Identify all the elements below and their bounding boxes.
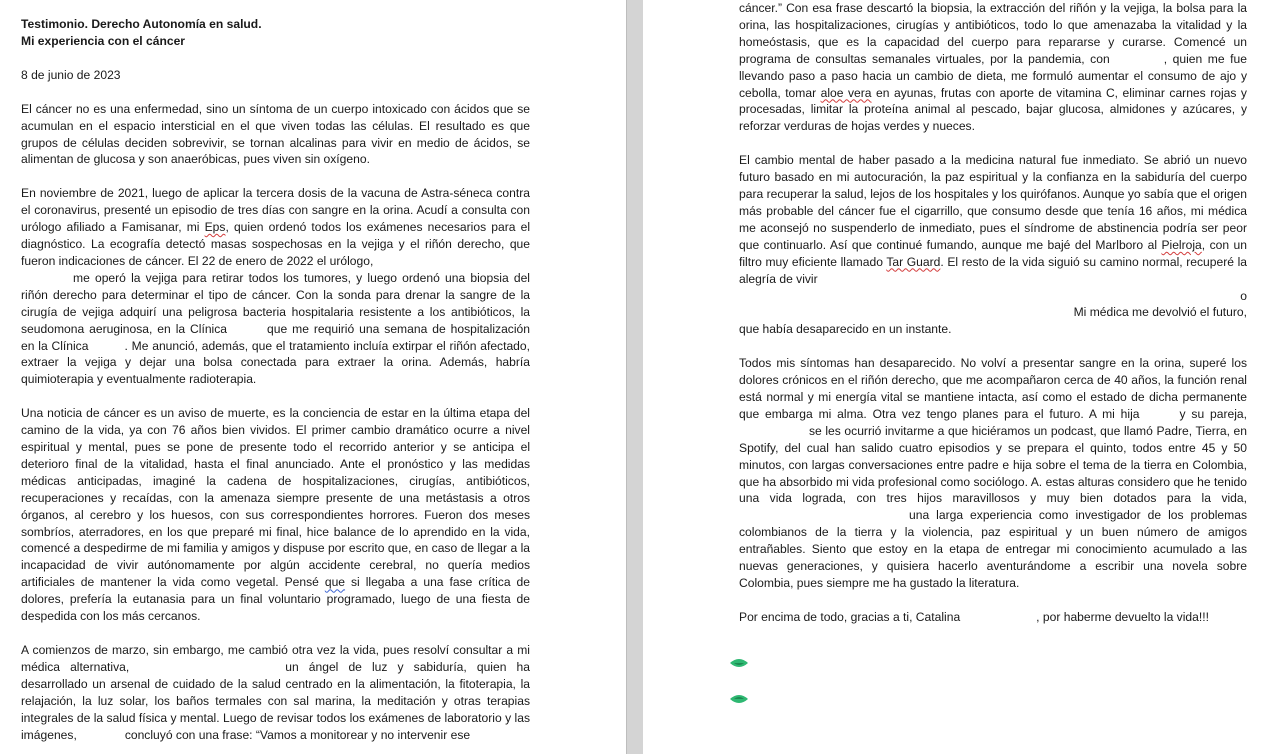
spelling-error-word[interactable]: aloe vera xyxy=(820,85,872,100)
navigation-marker-icon[interactable] xyxy=(729,657,749,673)
paragraph: En noviembre de 2021, luego de aplicar la tercera dosis de la vacuna de Astra-séneca contra el coronavirus, presenté un episodio de tres días con sangre en la orina. Acudí a consulta con urólogo afiliado a Famisanar, mi Eps, quien ordenó todos los exámenes necesarios para el diagnóstico. La ecografía detectó masas sospechosas en la vejiga y el riñón derecho, que fueron indicaciones de cáncer. El 22 de enero de 2022 el urólogo, me operó la vejiga para retirar todos los tumores, y luego ordenó una biopsia del riñón derecho para determinar el tipo de cáncer. Con la sonda para drenar la sangre de la cirugía de vejiga adquirí una peligrosa bacteria hospitalaria resistente a los antibióticos, la seudomona aeruginosa, en la Clínica que me requirió una semana de hospitalización en la Clínica . Me anunció, además, que el tratamiento incluía extirpar el riñón afectado, extraer la vejiga y dejar una bolsa conectada para extraer la orina. Además, habría quimioterapia y eventualmente radioterapia. xyxy=(21,186,531,387)
paragraph: El cáncer no es una enfermedad, sino un síntoma de un cuerpo intoxicado con ácidos que se acumulan en el espacio intersticial en el que viven todas las células. El resultado es que grupos de células deciden sobrevivir, se tornan alcalinas para vivir en medio de ácidos, se alimentan de glucosa y son anaeróbicas, pues viven sin oxígeno. xyxy=(21,101,530,167)
paragraph: El cambio mental de haber pasado a la medicina natural fue inmediato. Se abrió un nuevo futuro basado en mi autocuración, la paz espiritual y la confianza en la sabiduría del cuerpo para recuperar la salud, lejos de los hospitales y los quirófanos. Aunque yo sabía que el origen más probable del cáncer fue el cigarrillo, que consumo desde que tenía 16 años, mi médica me aconsejó no suspenderlo de inmediato, pues el síndrome de abstinencia podría ser peor que continuarlo. Así que continué fumando, aunque me bajé del Marlboro al Pielroja, con un filtro muy eficiente llamado Tar Guard. El resto de la vida siguió su camino normal, recuperé la alegría de vivir xyxy=(739,153,1247,286)
paragraph-continuation: o xyxy=(1240,288,1247,303)
paragraph: cáncer.” Con esa frase descartó la biopsia, la extracción del riñón y la vejiga, la bolsa para la orina, las hospitalizaciones, cirugías y antibióticos, todo lo que amenazaba la vitalidad y la homeóstasis, que es la capacidad del cuerpo para repararse y curarse. Comencé un programa de consultas semanales virtuales, por la pandemia, con , quien me fue llevando paso a paso hacia un cambio de dieta, me formuló aumentar el consumo de ajo y cebolla, tomar aloe vera en ayunas, frutas con aporte de vitamina C, eliminar carnes rojas y procesadas, limitar la proteína animal al pescado, bajar glucosa, almidones y azúcares, y reforzar verduras de hojas verdes y nueces. xyxy=(739,1,1247,134)
paragraph-continuation: Mi médica me devolvió el futuro, xyxy=(1073,305,1247,320)
paragraph: Todos mis síntomas han desaparecido. No volví a presentar sangre en la orina, superé los dolores crónicos en el riñón derecho, que me acompañaron cerca de 40 años, la función renal está normal y mi energía vital se mantiene intacta, así como el estado de dicha permanente que embarga mi alma. Otra vez tengo planes para el futuro. A mi hija y su pareja,se les ocurrió invitarme a que hiciéramos un podcast, que llamó Padre, Tierra, en Spotify, del cual han salido cuatro episodios y se prepara el quinto, todos entre 45 y 50 minutos, con largas conversaciones entre padre e hija sobre el tema de la tierra en Colombia, que ha absorbido mi vida profesional como sociólogo. A. estas alturas considero que he tenido una vida lograda, con tres hijos maravillosos y muy bien dotados para la vida,una larga experiencia como investigador de los problemas colombianos de la tierra y la violencia, paz espiritual y un buen número de amigos entrañables. Siento que estoy en la etapa de entregar mi conocimiento acumulado a las nuevas generaciones, y quisiera hacerlo aventurándome a escribir una novela sobre Colombia, pues siempre me ha gustado la literatura. xyxy=(739,356,1247,590)
paragraph-continuation: que había desaparecido en un instante. xyxy=(739,322,952,337)
document-page-right[interactable] xyxy=(643,0,1280,754)
spelling-error-word[interactable]: Eps xyxy=(204,220,226,235)
paragraph: A comienzos de marzo, sin embargo, me cambió otra vez la vida, pues resolví consultar a mi médica alternativa, un ángel de luz y sabiduría, quien ha desarrollado un arsenal de cuidado de la salud centrado en la alimentación, la fitoterapia, la relajación, la luz solar, los baños termales con sal marina, la meditación y otras terapias integrales de la salud física y mental. Luego de revisar todos los exámenes de laboratorio y las imágenes, concluyó con una frase: “Vamos a monitorear y no intervenir ese xyxy=(21,643,530,742)
grammar-flag-word[interactable]: que xyxy=(324,575,346,590)
document-date: 8 de junio de 2023 xyxy=(21,67,121,82)
spelling-error-word[interactable]: Tar Guard xyxy=(886,254,941,269)
paragraph: Por encima de todo, gracias a ti, Catalina , por haberme devuelto la vida!!! xyxy=(739,609,1209,624)
navigation-marker-icon[interactable] xyxy=(729,690,749,706)
document-page-left[interactable] xyxy=(0,0,626,754)
page-separator xyxy=(626,0,643,754)
document-title: Testimonio. Derecho Autonomía en salud. Mi experiencia con el cáncer xyxy=(21,17,262,48)
spelling-error-word[interactable]: Pielroja xyxy=(1161,237,1202,252)
paragraph: Una noticia de cáncer es un aviso de muerte, es la conciencia de estar en la última etapa del camino de la vida, ya con 76 años bien vividos. El primer cambio dramático ocurre a nivel espiritual y mental, pues se pone de presente todo el recorrido anterior y se anticipa el deterioro final de la vitalidad, hasta el final anunciado. Ante el pronóstico y las medidas médicas anticipadas, imaginé la cadena de hospitalizaciones, cirugías, antibióticos, recuperaciones y recaídas, con la amenaza siempre presente de una metástasis a otros órganos, al cerebro y los huesos, con sus correspondientes horrores. Fueron dos meses sombríos, aterradores, en los que preparé mi final, hice balance de lo aprendido en la vida, comencé a despedirme de mi familia y amigos y dispuse por escrito que, en caso de llegar a la incapacidad de vivir autónomamente por algún accidente cerebral, no quería medios artificiales de mantener la vida como vegetal. Pensé que si llegaba a una fase crítica de dolores, prefería la eutanasia para un final voluntario programado, luego de una fiesta de despedida con los más cercanos. xyxy=(21,406,530,624)
